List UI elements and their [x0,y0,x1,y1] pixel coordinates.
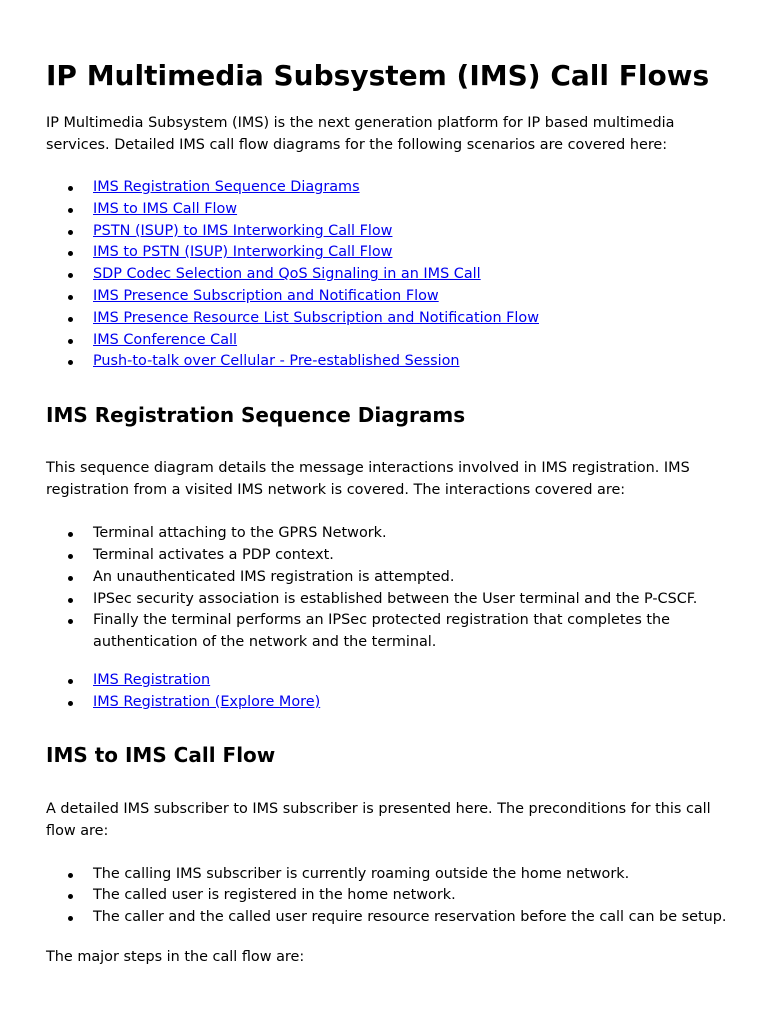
list-item [46,199,728,221]
list-item [46,589,728,611]
list-item [46,264,728,286]
toc-link-conference-call[interactable]: IMS Conference Call [93,331,238,348]
toc-link-presence-subscription[interactable]: IMS Presence Subscription and Notification Flow [93,287,439,304]
bullet-icon [68,554,73,559]
toc-link-pstn-to-ims[interactable]: PSTN (ISUP) to IMS Interworking Call Flow [93,222,393,239]
bullet-icon [68,208,73,213]
bullet-icon [68,251,73,256]
list-item [46,221,728,243]
list-item-text: An unauthenticated IMS registration is attempted. [93,568,455,585]
bullet-icon [68,360,73,365]
bullet-icon [68,273,73,278]
list-item [46,177,728,199]
registration-links-list [46,670,728,714]
link-ims-registration-explore-more[interactable]: IMS Registration (Explore More) [93,693,321,710]
call-flow-steps-intro: The major steps in the call flow are: [46,948,305,965]
toc-link-ims-registration[interactable]: IMS Registration Sequence Diagrams [93,179,360,195]
bullet-icon [68,598,73,603]
list-item [46,864,728,886]
list-item-text: The caller and the called user require resource reservation before the call can be setup. [93,909,727,926]
toc-list [46,177,728,373]
bullet-icon [68,230,73,235]
bullet-icon [68,916,73,921]
section-heading-registration: IMS Registration Sequence Diagrams [46,403,466,428]
page-title: IP Multimedia Subsystem (IMS) Call Flows [46,59,710,92]
list-item-text: Terminal attaching to the GPRS Network. [93,525,387,542]
bullet-icon [68,339,73,344]
toc-link-ims-to-ims[interactable]: IMS to IMS Call Flow [93,200,238,217]
list-item [46,330,728,352]
list-item [46,351,728,373]
list-item-text: IPSec security association is established between the User terminal and the P-CSCF. [93,590,698,607]
call-flow-description: A detailed IMS subscriber to IMS subscriber is presented here. The preconditions for this call flow are: [46,800,711,839]
list-item-text: Finally the terminal performs an IPSec protected registration that completes the authentication of the network and the terminal. [93,612,671,651]
section-heading-call-flow: IMS to IMS Call Flow [46,742,276,767]
list-item-text: The calling IMS subscriber is currently roaming outside the home network. [93,865,630,882]
list-item [46,670,728,692]
toc-link-ims-to-pstn[interactable]: IMS to PSTN (ISUP) Interworking Call Flow [93,244,393,261]
bullet-icon [68,317,73,322]
list-item [46,545,728,567]
bullet-icon [68,619,73,624]
list-item [46,308,728,330]
bullet-icon [68,701,73,706]
list-item [46,523,728,545]
list-item [46,907,728,929]
registration-description: This sequence diagram details the message interactions involved in IMS registration. IMS registration from a visited IMS network is covered. The interactions covered are: [46,460,690,499]
bullet-icon [68,576,73,581]
bullet-icon [68,894,73,899]
list-item [46,885,728,907]
toc-link-presence-resource-list[interactable]: IMS Presence Resource List Subscription and Notification Flow [93,309,539,326]
list-item-text: Terminal activates a PDP context. [93,546,334,563]
bullet-icon [68,295,73,300]
list-item [46,286,728,308]
bullet-icon [68,186,73,191]
registration-interactions-list [46,523,728,654]
toc-link-push-to-talk[interactable]: Push-to-talk over Cellular - Pre-established Session [93,353,460,370]
list-item [46,567,728,589]
list-item-text: The called user is registered in the home network. [93,887,456,904]
list-item [46,692,728,714]
bullet-icon [68,873,73,878]
list-item [46,242,728,264]
bullet-icon [68,532,73,537]
call-flow-preconditions-list [46,864,728,929]
link-ims-registration[interactable]: IMS Registration [93,671,211,688]
intro-paragraph: IP Multimedia Subsystem (IMS) is the next generation platform for IP based multimedia services. Detailed IMS call flow diagrams for the following scenarios are covered here: [46,115,675,153]
toc-link-sdp-codec[interactable]: SDP Codec Selection and QoS Signaling in an IMS Call [93,266,481,283]
bullet-icon [68,679,73,684]
list-item [46,610,728,654]
